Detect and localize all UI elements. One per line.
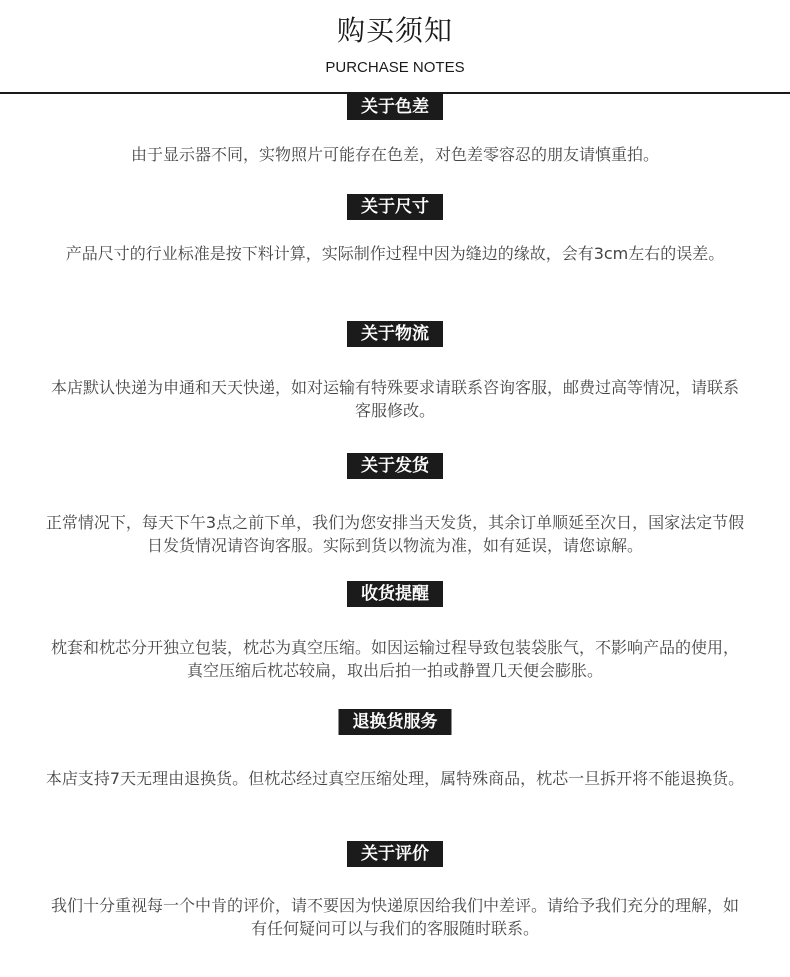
section-label-color-difference: 关于色差 [347, 94, 443, 120]
section-text-size: 产品尺寸的行业标准是按下料计算，实际制作过程中因为缝边的缘故，会有3cm左右的误差。 [65, 244, 725, 263]
section-label-returns: 退换货服务 [339, 709, 452, 735]
page-header [0, 0, 790, 94]
section-text-returns: 本店支持7天无理由退换货。但枕芯经过真空压缩处理，属特殊商品，枕芯一旦拆开将不能退换货。 [45, 769, 745, 788]
section-label-shipping: 关于发货 [347, 453, 443, 479]
section-text-receiving-reminder: 枕套和枕芯分开独立包装，枕芯为真空压缩。如因运输过程导致包装袋胀气，不影响产品的使用，真空压缩后枕芯较扁，取出后拍一拍或静置几天便会膨胀。 [50, 638, 739, 680]
section-label-receiving-reminder: 收货提醒 [347, 581, 443, 607]
section-text-shipping: 正常情况下，每天下午3点之前下单，我们为您安排当天发货，其余订单顺延至次日，国家法定节假日发货情况请咨询客服。实际到货以物流为准，如有延误，请您谅解。 [45, 513, 745, 555]
page-title: 购买须知 [336, 14, 453, 47]
section-text-reviews: 我们十分重视每一个中肯的评价，请不要因为快递原因给我们中差评。请给予我们充分的理解，如有任何疑问可以与我们的客服随时联系。 [50, 896, 739, 938]
section-label-logistics: 关于物流 [347, 321, 443, 347]
section-label-reviews: 关于评价 [347, 841, 443, 867]
section-text-logistics: 本店默认快递为申通和天天快递，如对运输有特殊要求请联系咨询客服，邮费过高等情况，请联系客服修改。 [50, 378, 739, 420]
page-subtitle: PURCHASE NOTES [325, 59, 465, 76]
section-label-size: 关于尺寸 [347, 194, 443, 220]
section-text-color-difference: 由于显示器不同，实物照片可能存在色差，对色差零容忍的朋友请慎重拍。 [130, 145, 659, 164]
